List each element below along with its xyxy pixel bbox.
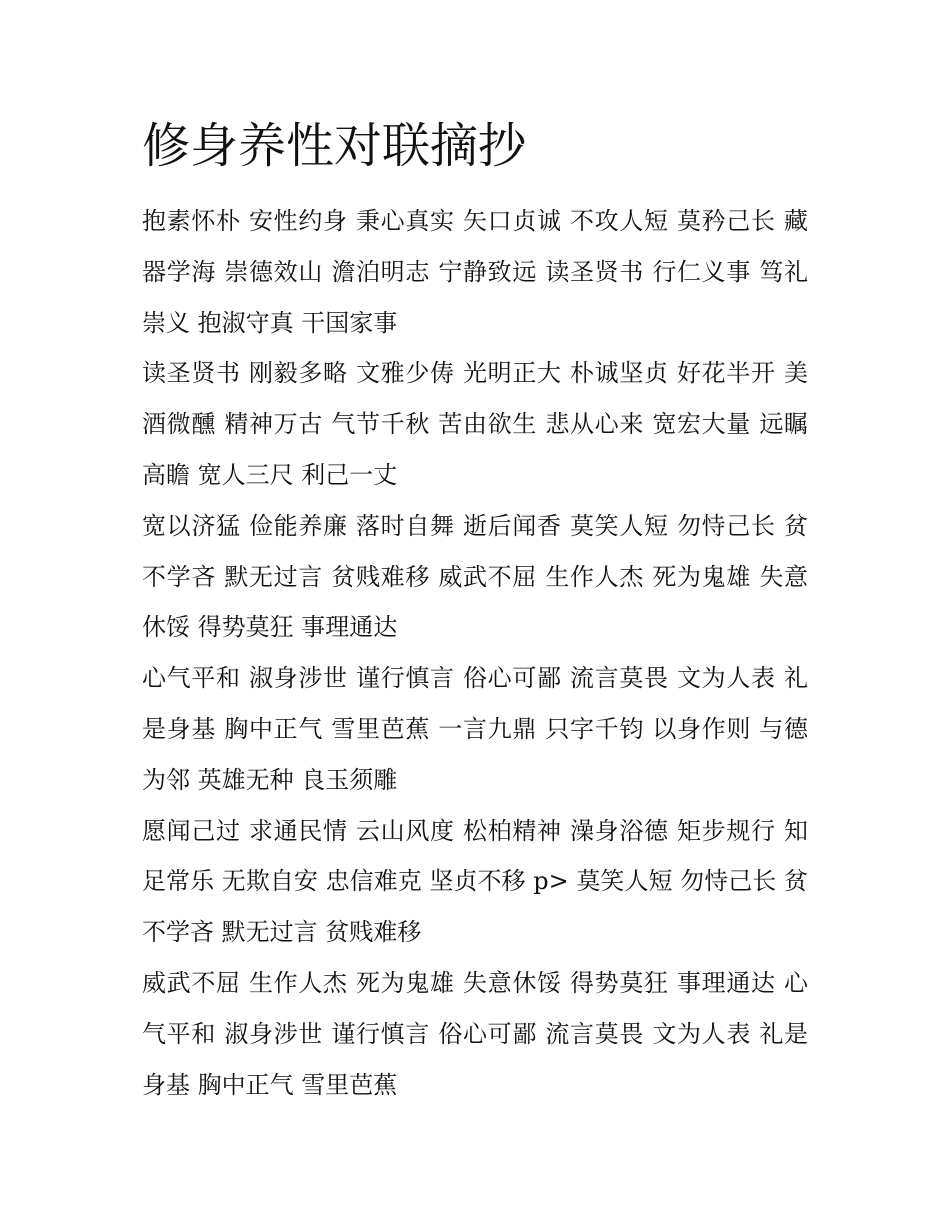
paragraph: 宽以济猛 俭能养廉 落时自舞 逝后闻香 莫笑人短 勿恃己长 贫不学吝 默无过言 贫贱难移 威武不屈 生作人杰 死为鬼雄 失意休馁 得势莫狂 事理通达 bbox=[142, 511, 808, 642]
paragraph: 愿闻己过 求通民情 云山风度 松柏精神 澡身浴德 矩步规行 知足常乐 无欺自安 忠信难克 坚贞不移 p> 莫笑人短 勿恃己长 贫不学吝 默无过言 贫贱难移 bbox=[142, 816, 808, 947]
paragraph: 读圣贤书 刚毅多略 文雅少俦 光明正大 朴诚坚贞 好花半开 美酒微醺 精神万古 气节千秋 苦由欲生 悲从心来 宽宏大量 远瞩高瞻 宽人三尺 利己一丈 bbox=[142, 359, 808, 489]
paragraph: 心气平和 淑身涉世 谨行慎言 俗心可鄙 流言莫畏 文为人表 礼是身基 胸中正气 雪里芭蕉 一言九鼎 只字千钧 以身作则 与德为邻 英雄无种 良玉须雕 bbox=[142, 664, 808, 794]
paragraph: 威武不屈 生作人杰 死为鬼雄 失意休馁 得势莫狂 事理通达 心气平和 淑身涉世 谨行慎言 俗心可鄙 流言莫畏 文为人表 礼是身基 胸中正气 雪里芭蕉 bbox=[142, 968, 808, 1099]
paragraph: 抱素怀朴 安性约身 秉心真实 矢口贞诚 不攻人短 莫矜己长 藏器学海 崇德效山 澹泊明志 宁静致远 读圣贤书 行仁义事 笃礼崇义 抱淑守真 干国家事 bbox=[142, 207, 808, 337]
document-body bbox=[142, 196, 808, 1110]
document-title: 修身养性对联摘抄 bbox=[142, 118, 527, 174]
